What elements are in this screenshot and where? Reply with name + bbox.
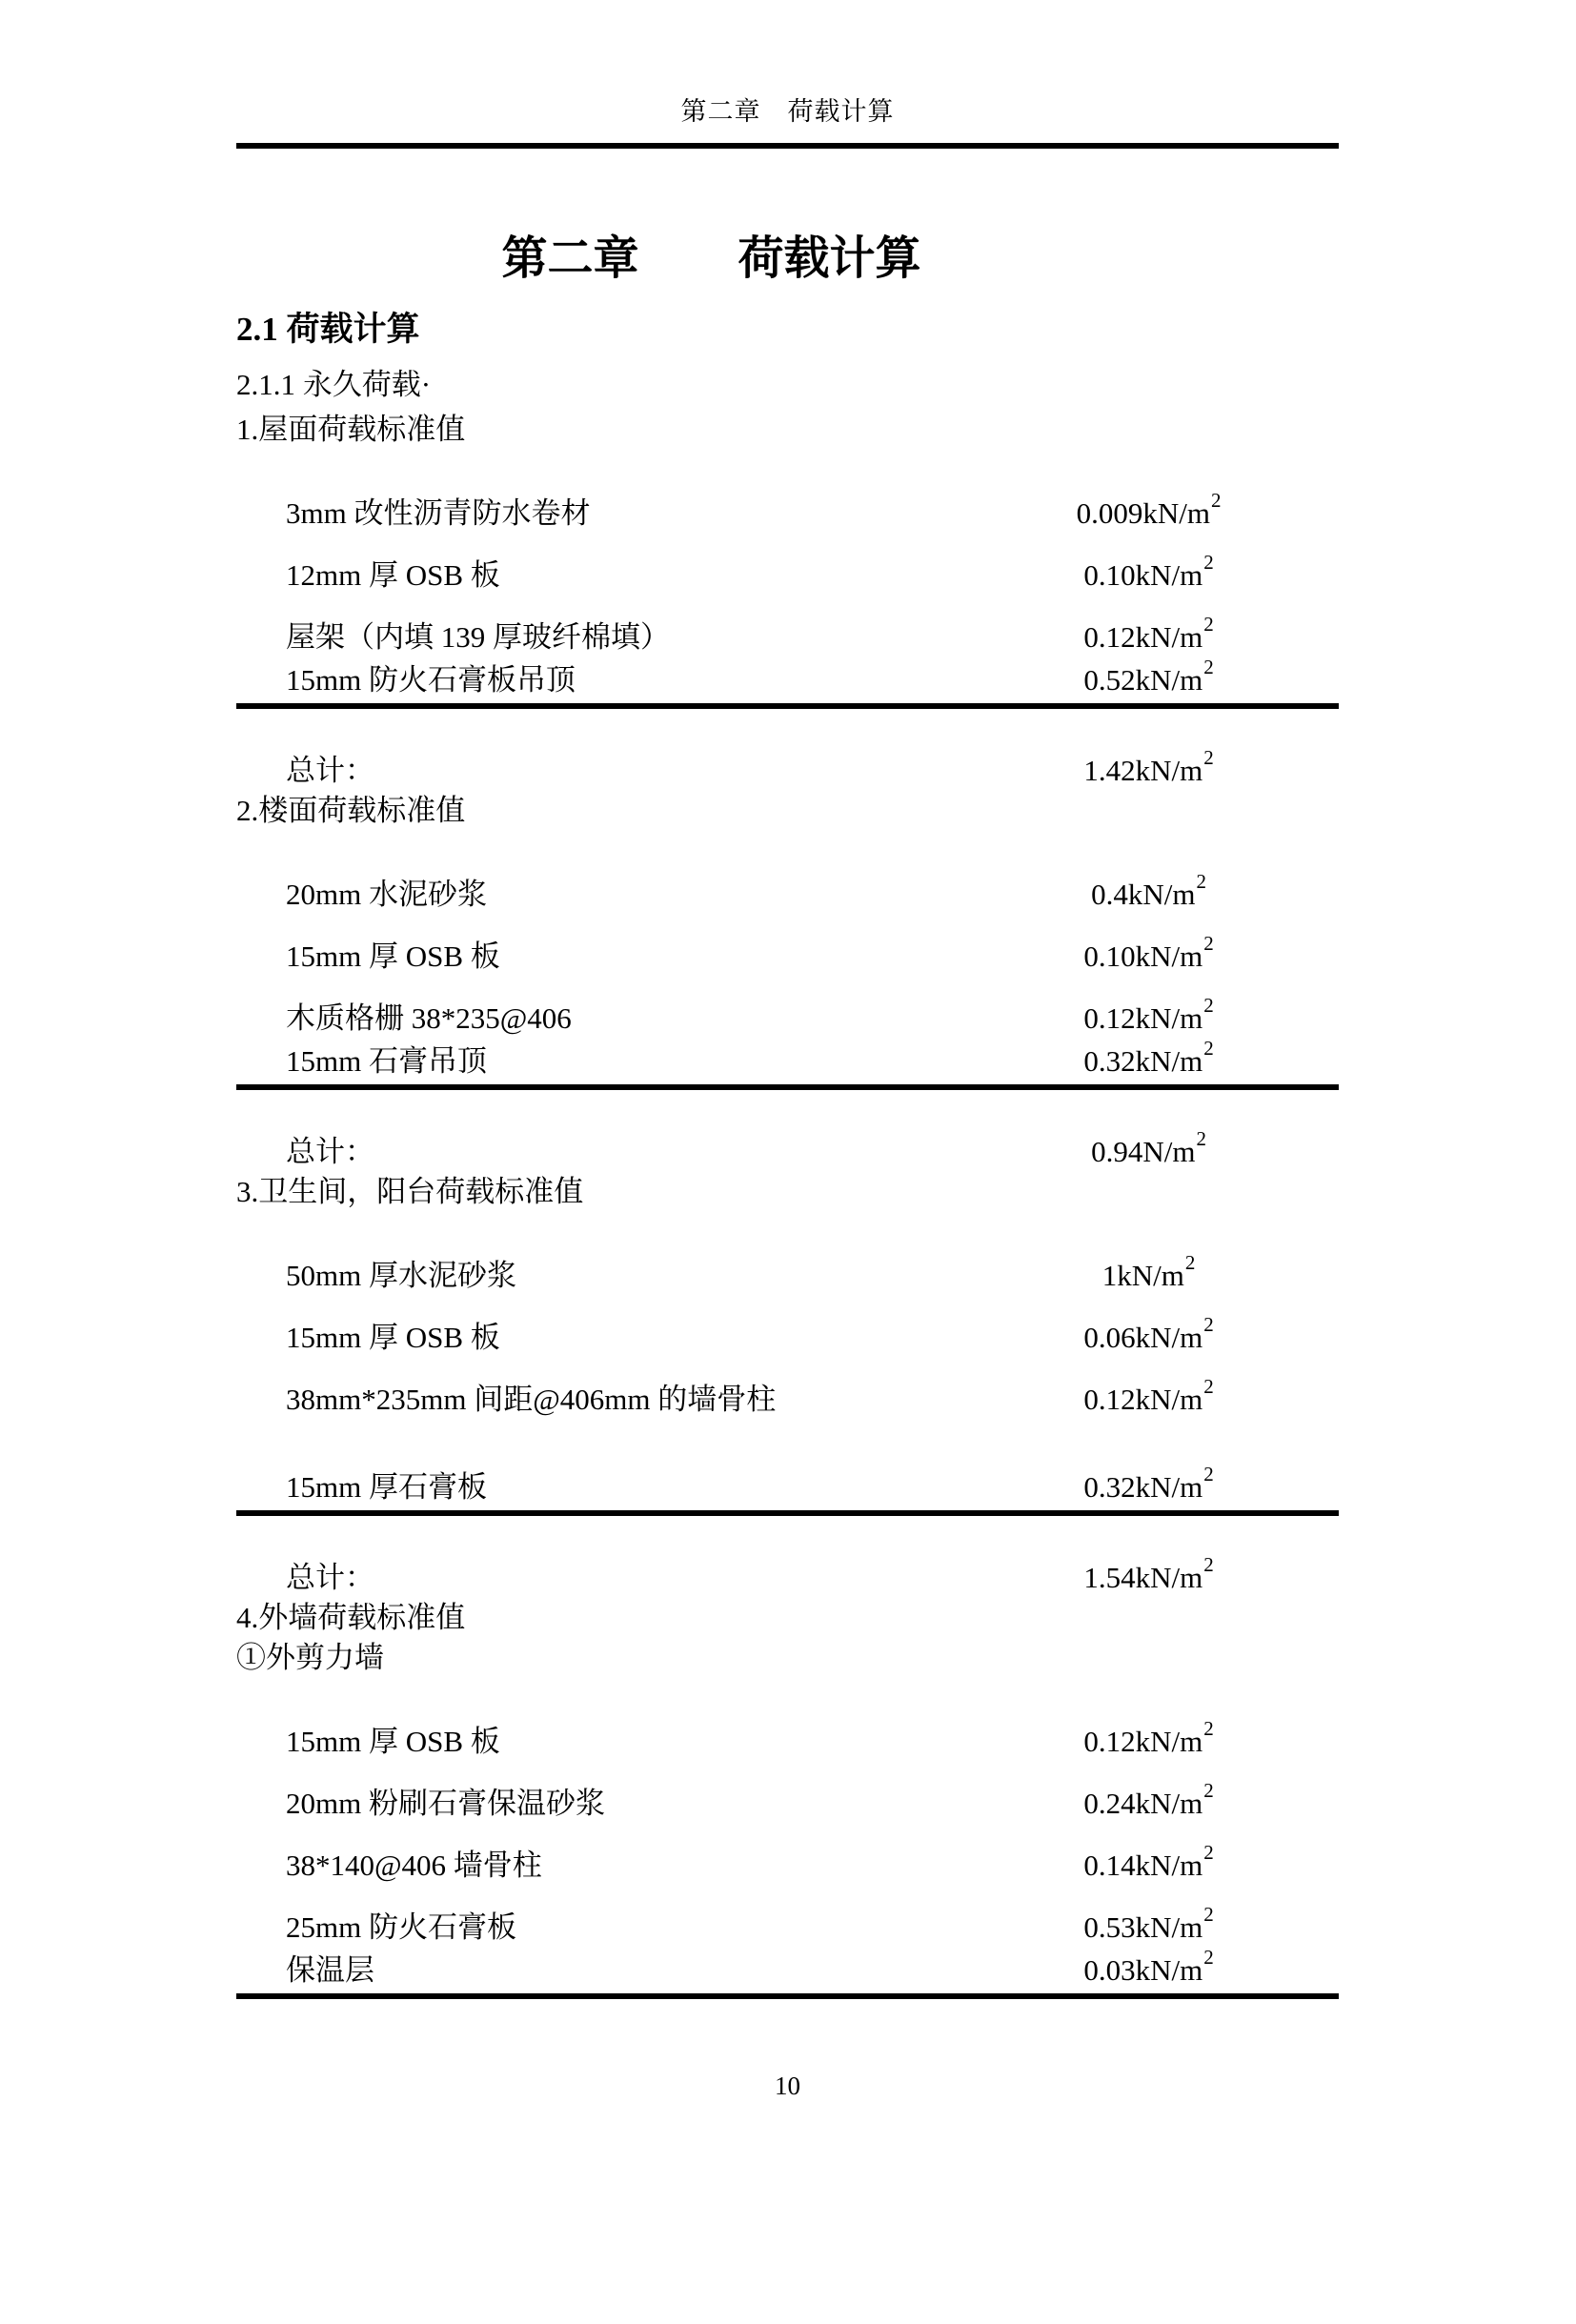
superscript: 2 — [1203, 1902, 1214, 1926]
superscript: 2 — [1203, 745, 1214, 769]
total-label: 总计： — [286, 1561, 374, 1594]
superscript: 2 — [1184, 1250, 1196, 1274]
item-label: 屋架（内填 139 厚玻纤棉填） — [286, 620, 670, 654]
page-footer — [236, 2070, 1339, 2102]
page-content — [236, 95, 1339, 2102]
section-rule — [236, 703, 1339, 709]
total-row — [236, 1552, 1339, 1598]
load-item-row — [236, 931, 1339, 977]
total-value-number: 0.94N/m — [1091, 1135, 1196, 1168]
group-heading: 3.卫生间，阳台荷载标准值 — [236, 1175, 584, 1208]
item-label: 15mm 石膏吊顶 — [286, 1044, 487, 1078]
superscript: 2 — [1203, 1374, 1214, 1398]
header-rule — [236, 143, 1339, 149]
item-value-number: 0.12kN/m — [1083, 1383, 1203, 1416]
superscript: 2 — [1203, 931, 1214, 955]
load-item-row — [236, 1462, 1339, 1507]
load-item-row — [236, 1778, 1339, 1824]
item-value — [958, 1036, 1339, 1081]
item-label: 3mm 改性沥青防水卷材 — [286, 496, 591, 530]
item-value-number: 0.32kN/m — [1083, 1044, 1203, 1078]
load-item-row — [236, 1902, 1339, 1948]
item-label: 25mm 防火石膏板 — [286, 1910, 516, 1944]
document-page — [0, 95, 1576, 2324]
item-value-number: 1kN/m — [1101, 1259, 1184, 1292]
item-value — [958, 869, 1339, 915]
superscript: 2 — [1203, 1036, 1214, 1060]
superscript: 2 — [1203, 1778, 1214, 1802]
load-item-row — [236, 1036, 1339, 1081]
item-value-number: 0.14kN/m — [1083, 1849, 1203, 1882]
item-value-number: 0.32kN/m — [1083, 1470, 1203, 1504]
load-item-row — [236, 1716, 1339, 1762]
total-value-number: 1.54kN/m — [1083, 1561, 1203, 1594]
page-number: 10 — [775, 2071, 800, 2100]
item-value-number: 0.52kN/m — [1083, 663, 1203, 697]
item-label: 50mm 厚水泥砂浆 — [286, 1259, 516, 1292]
section-heading-2-1: 2.1 荷载计算 — [236, 311, 420, 348]
chapter-title — [236, 229, 1339, 290]
load-item-row — [236, 1250, 1339, 1296]
item-value — [958, 1312, 1339, 1358]
item-label: 38mm*235mm 间距@406mm 的墙骨柱 — [286, 1383, 777, 1416]
item-value — [958, 1945, 1339, 1991]
total-value — [958, 1552, 1339, 1598]
total-label: 总计： — [286, 1135, 374, 1168]
item-label: 15mm 厚 OSB 板 — [286, 1321, 500, 1354]
item-label: 20mm 水泥砂浆 — [286, 878, 487, 911]
item-value-number: 0.12kN/m — [1083, 620, 1203, 654]
item-value-number: 0.24kN/m — [1083, 1787, 1203, 1820]
chapter-title-number: 第二章 — [501, 233, 639, 284]
superscript: 2 — [1203, 993, 1214, 1017]
item-value-number: 0.009kN/m — [1076, 496, 1210, 530]
item-label: 木质格栅 38*235@406 — [286, 1001, 572, 1035]
load-item-row — [236, 1945, 1339, 1991]
item-value — [958, 1902, 1339, 1948]
item-value — [958, 1250, 1339, 1296]
item-value-number: 0.06kN/m — [1083, 1321, 1203, 1354]
load-item-row — [236, 993, 1339, 1039]
total-label: 总计： — [286, 754, 374, 787]
item-value — [958, 612, 1339, 657]
item-value-number: 0.10kN/m — [1083, 558, 1203, 592]
superscript: 2 — [1196, 869, 1206, 893]
superscript: 2 — [1203, 1462, 1214, 1485]
item-value — [958, 655, 1339, 700]
chapter-title-text: 荷载计算 — [737, 233, 921, 284]
item-value-number: 0.03kN/m — [1083, 1953, 1203, 1987]
load-groups — [236, 410, 1339, 1999]
load-item-row — [236, 1840, 1339, 1886]
group-heading: 4.外墙荷载标准值 — [236, 1601, 466, 1634]
item-value — [958, 1778, 1339, 1824]
superscript: 2 — [1203, 655, 1214, 678]
item-label: 15mm 防火石膏板吊顶 — [286, 663, 576, 697]
item-value — [958, 1840, 1339, 1886]
item-value-number: 0.12kN/m — [1083, 1001, 1203, 1035]
item-value-number: 0.53kN/m — [1083, 1910, 1203, 1944]
load-item-row — [236, 869, 1339, 915]
total-value — [958, 745, 1339, 791]
superscript: 2 — [1203, 1840, 1214, 1864]
superscript: 2 — [1203, 1552, 1214, 1576]
total-value-number: 1.42kN/m — [1083, 754, 1203, 787]
item-value-number: 0.12kN/m — [1083, 1725, 1203, 1758]
item-label: 15mm 厚 OSB 板 — [286, 1725, 500, 1758]
running-header: 第二章 荷载计算 — [680, 97, 895, 126]
superscript: 2 — [1203, 612, 1214, 636]
item-value-number: 0.4kN/m — [1091, 878, 1196, 911]
superscript: 2 — [1203, 1312, 1214, 1336]
group-heading: 1.屋面荷载标准值 — [236, 413, 466, 446]
section-rule — [236, 1993, 1339, 1999]
item-value — [958, 550, 1339, 596]
item-value — [958, 931, 1339, 977]
item-value — [958, 488, 1339, 534]
item-value — [958, 1716, 1339, 1762]
load-item-row — [236, 1374, 1339, 1420]
item-value — [958, 993, 1339, 1039]
section-rule — [236, 1084, 1339, 1090]
item-value — [958, 1462, 1339, 1507]
superscript: 2 — [1203, 1716, 1214, 1740]
load-item-row — [236, 488, 1339, 534]
item-label: 15mm 厚 OSB 板 — [286, 940, 500, 973]
item-value — [958, 1374, 1339, 1420]
item-label: 12mm 厚 OSB 板 — [286, 558, 500, 592]
superscript: 2 — [1203, 550, 1214, 574]
load-item-row — [236, 1312, 1339, 1358]
superscript: 2 — [1210, 488, 1222, 512]
group-subheading: ①外剪力墙 — [236, 1641, 384, 1674]
superscript: 2 — [1203, 1945, 1214, 1969]
group-heading: 2.楼面荷载标准值 — [236, 794, 466, 827]
total-row — [236, 745, 1339, 791]
load-item-row — [236, 655, 1339, 700]
total-value — [958, 1126, 1339, 1172]
item-value-number: 0.10kN/m — [1083, 940, 1203, 973]
item-label: 20mm 粉刷石膏保温砂浆 — [286, 1787, 605, 1820]
superscript: 2 — [1196, 1126, 1206, 1150]
total-row — [236, 1126, 1339, 1172]
section-rule — [236, 1510, 1339, 1516]
item-label: 15mm 厚石膏板 — [286, 1470, 487, 1504]
load-item-row — [236, 612, 1339, 657]
item-label: 38*140@406 墙骨柱 — [286, 1849, 542, 1882]
load-item-row — [236, 550, 1339, 596]
subsection-heading-2-1-1: 2.1.1 永久荷载· — [236, 368, 432, 401]
item-label: 保温层 — [286, 1953, 374, 1987]
